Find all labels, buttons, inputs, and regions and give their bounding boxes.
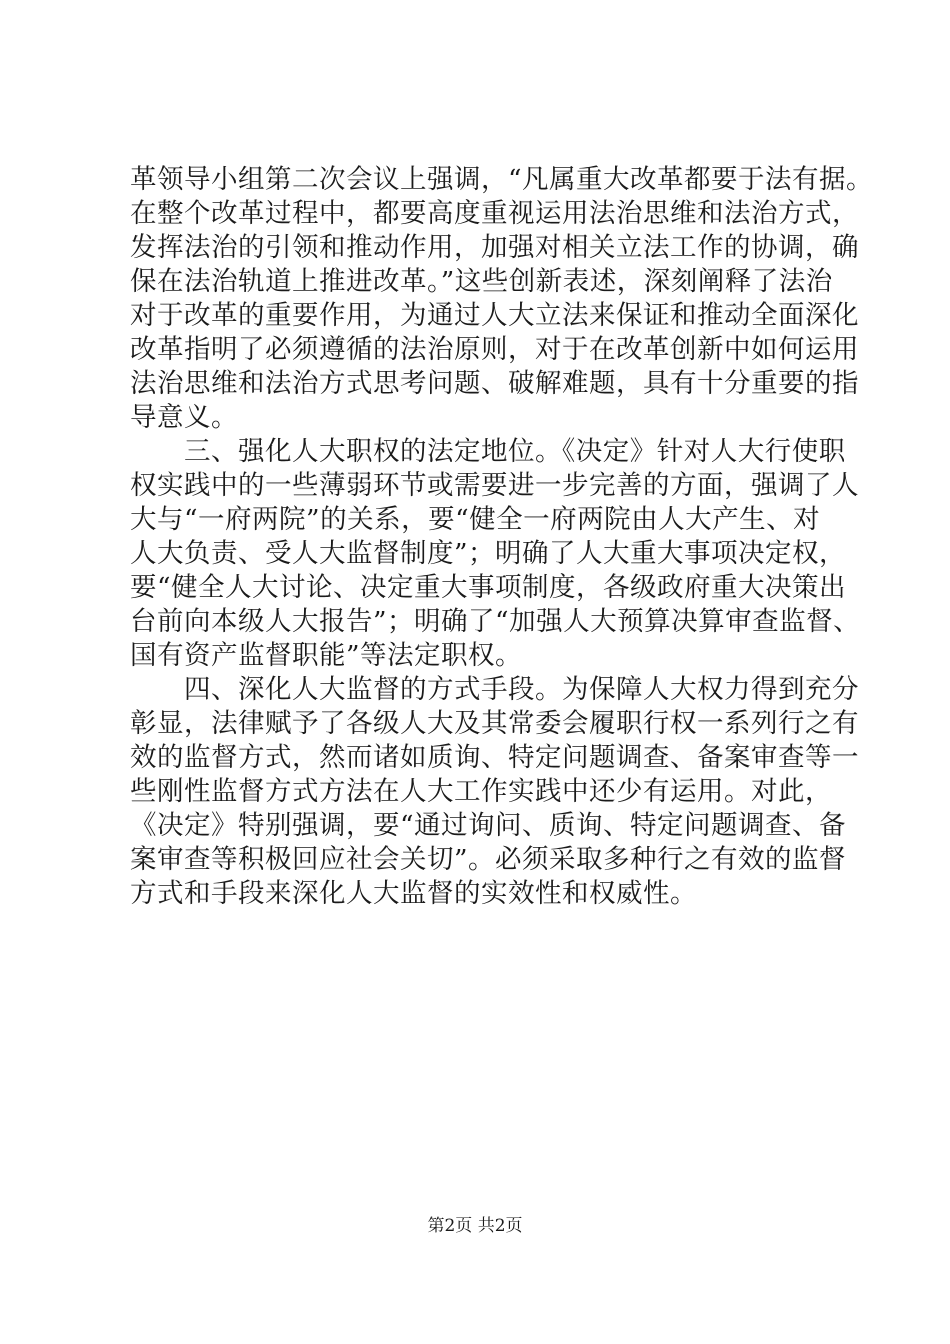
text-line: 在整个改革过程中，都要高度重视运用法治思维和法治方式， <box>130 198 859 229</box>
text-line: 要“健全人大讨论、决定重大事项制度，各级政府重大决策出 <box>130 572 847 603</box>
text-line: 改革指明了必须遵循的法治原则，对于在改革创新中如何运用 <box>130 334 859 365</box>
text-line: 《决定》特别强调，要“通过询问、质询、特定问题调查、备 <box>130 810 847 841</box>
text-line: 大与“一府两院”的关系，要“健全一府两院由人大产生、对 <box>130 504 821 535</box>
text-line: 发挥法治的引领和推动作用，加强对相关立法工作的协调，确 <box>130 232 859 263</box>
text-line: 权实践中的一些薄弱环节或需要进一步完善的方面，强调了人 <box>130 470 859 501</box>
text-line: 台前向本级人大报告”；明确了“加强人大预算决算审查监督、 <box>130 606 861 637</box>
page-number-footer: 第2页 共2页 <box>427 1216 523 1236</box>
text-line: 法治思维和法治方式思考问题、破解难题，具有十分重要的指 <box>130 368 859 399</box>
text-line: 人大负责、受人大监督制度”；明确了人大重大事项决定权， <box>130 538 847 569</box>
text-line: 导意义。 <box>130 402 238 433</box>
document-body <box>130 163 874 911</box>
text-line: 对于改革的重要作用，为通过人大立法来保证和推动全面深化 <box>130 300 859 331</box>
text-line: 国有资产监督职能”等法定职权。 <box>130 640 523 671</box>
text-line: 效的监督方式，然而诸如质询、特定问题调查、备案审查等一 <box>130 742 859 773</box>
text-line: 方式和手段来深化人大监督的实效性和权威性。 <box>130 878 697 909</box>
paragraph-start-line: 四、深化人大监督的方式手段。为保障人大权力得到充分 <box>130 674 859 705</box>
text-line: 保在法治轨道上推进改革。”这些创新表述，深刻阐释了法治 <box>130 266 833 297</box>
text-line: 彰显，法律赋予了各级人大及其常委会履职行权一系列行之有 <box>130 708 859 739</box>
text-line: 案审查等积极回应社会关切”。必须采取多种行之有效的监督 <box>130 844 847 875</box>
text-line: 些刚性监督方式方法在人大工作实践中还少有运用。对此， <box>130 776 832 807</box>
paragraph-start-line: 三、强化人大职权的法定地位。《决定》针对人大行使职 <box>130 436 846 467</box>
text-line: 革领导小组第二次会议上强调，“凡属重大改革都要于法有据。 <box>130 164 874 195</box>
